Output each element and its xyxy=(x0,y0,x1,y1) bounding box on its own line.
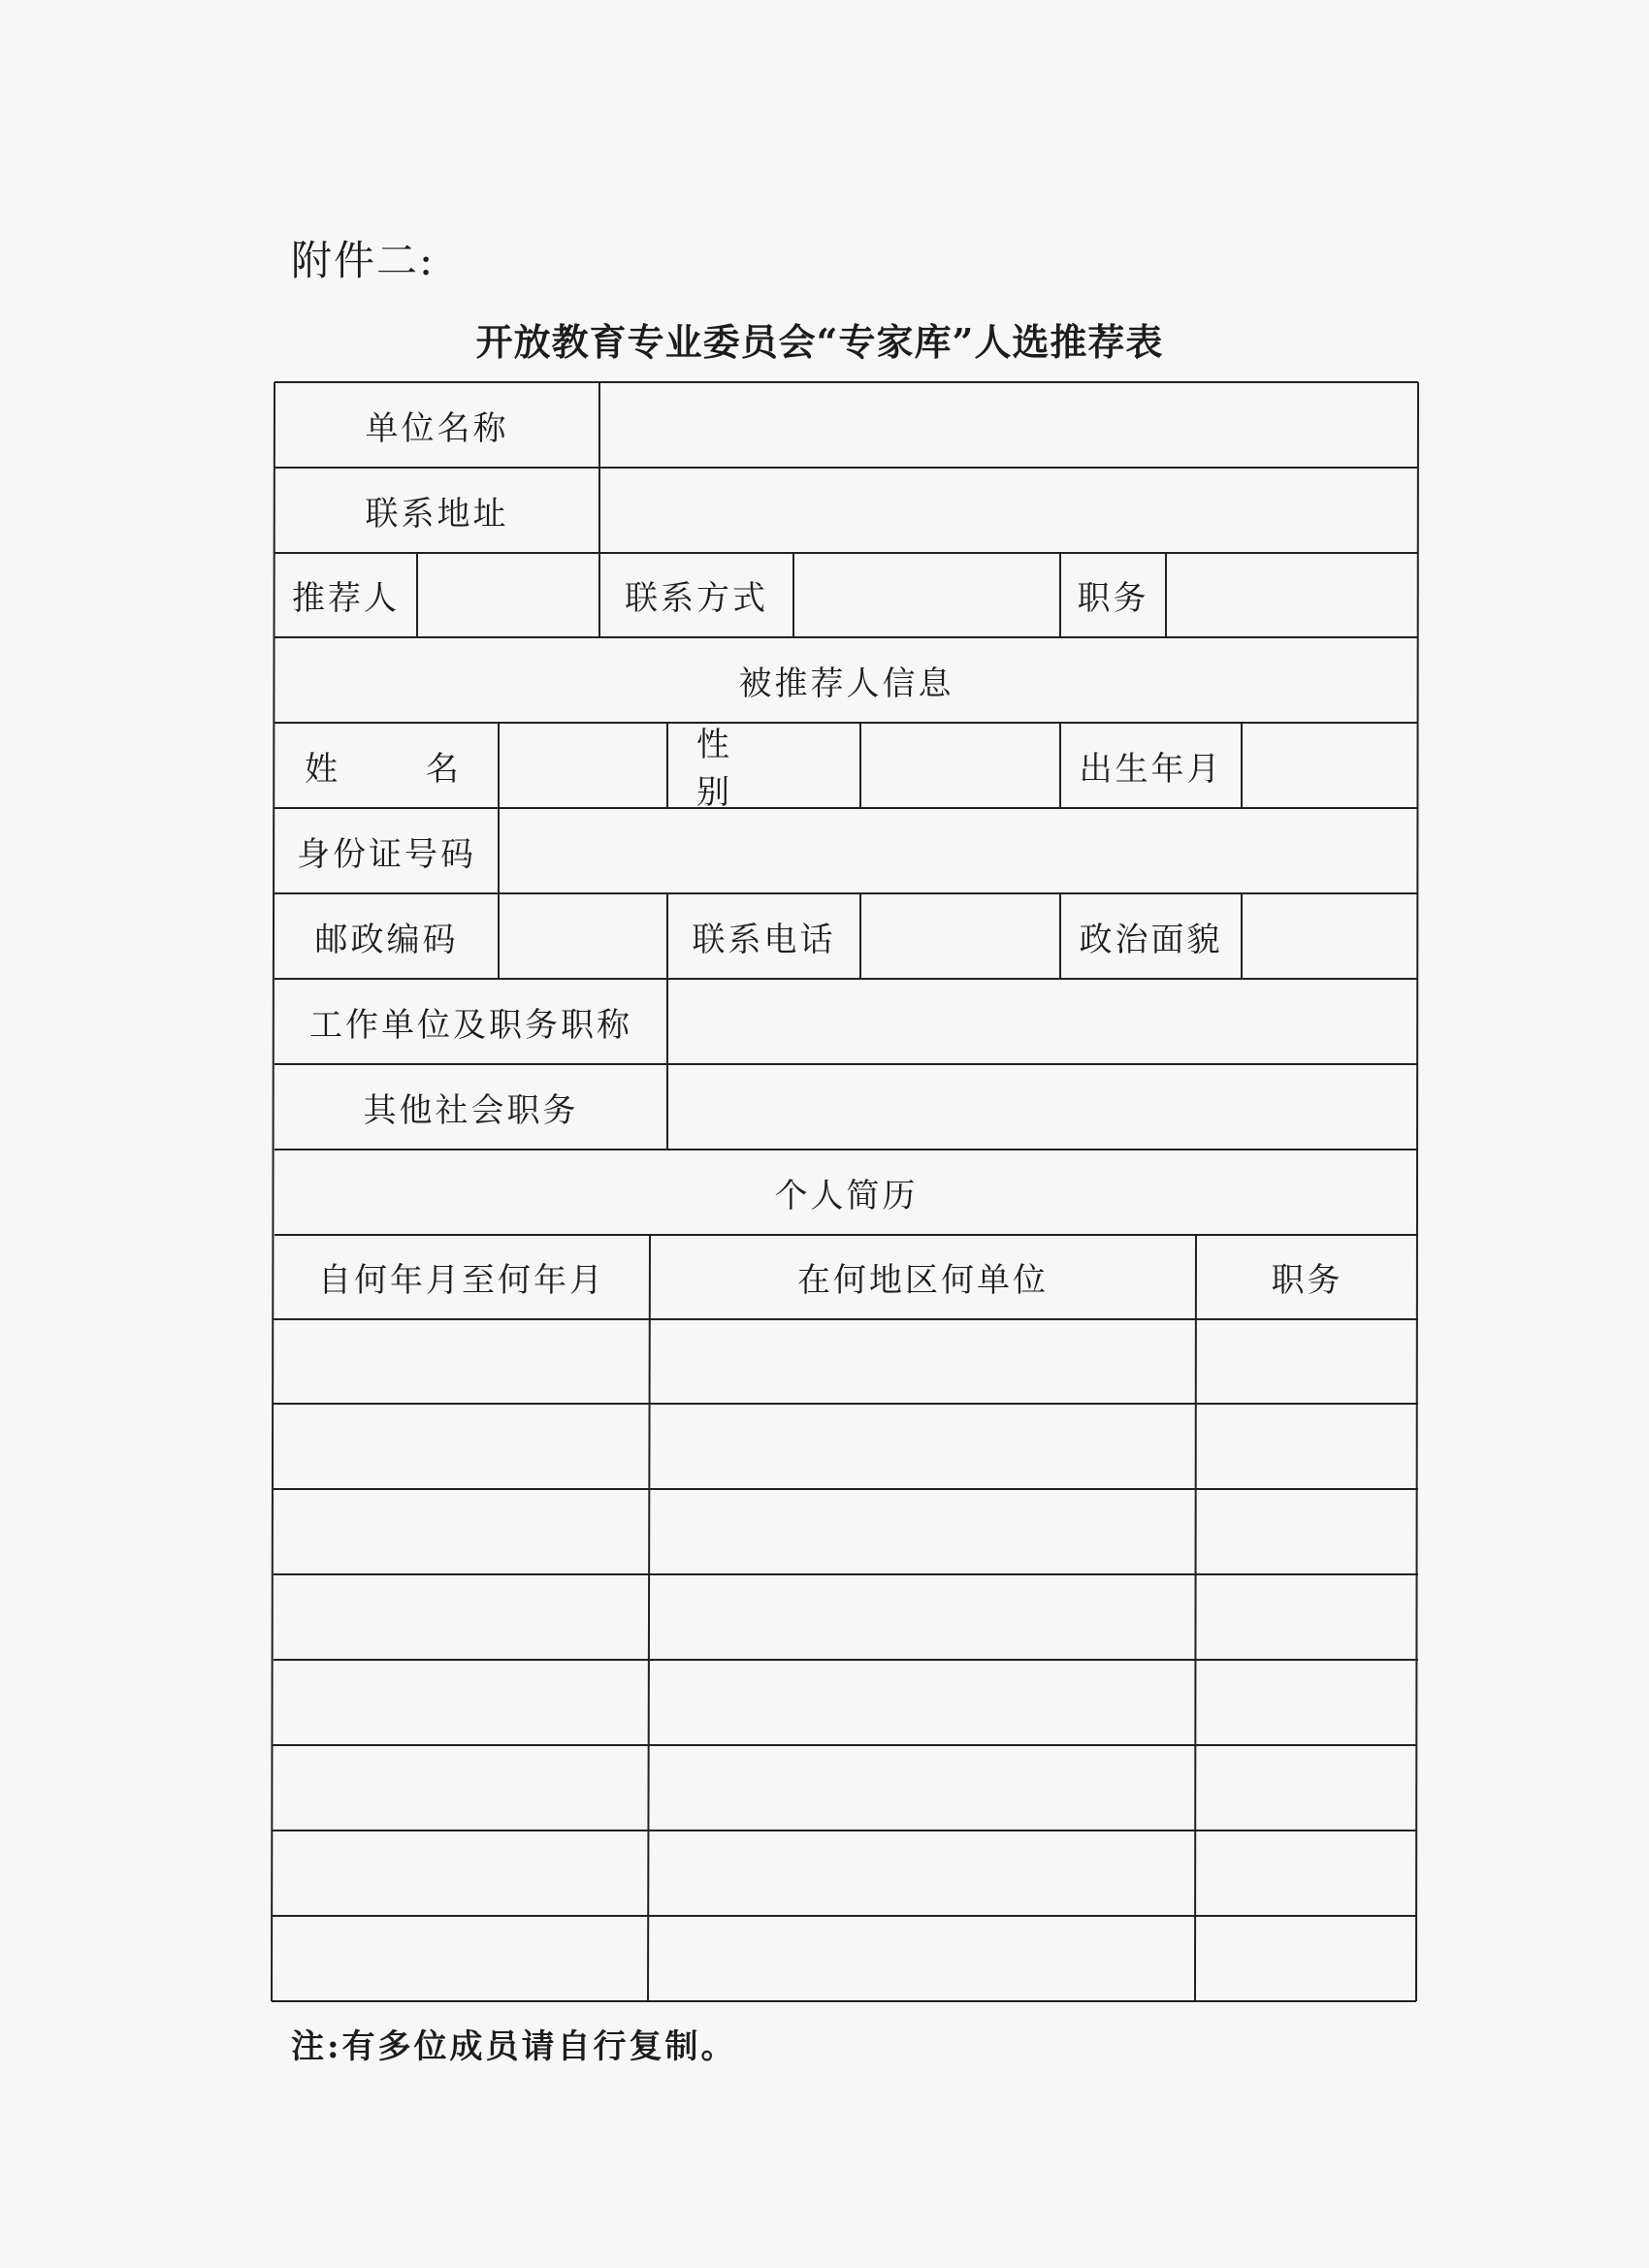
form-title: 开放教育专业委员会“专家库”人选推荐表 xyxy=(475,320,1164,364)
resume-section-header: 个人简历 xyxy=(774,1176,919,1215)
recommender-label: 推荐人 xyxy=(292,579,400,618)
phone-label: 联系电话 xyxy=(692,920,836,959)
unit-name-field[interactable] xyxy=(599,382,1418,468)
footer-note: 注:有多位成员请自行复制。 xyxy=(291,2027,737,2066)
gender-field[interactable] xyxy=(860,723,1060,808)
workplace-title-field[interactable] xyxy=(667,979,1418,1064)
recommender-position-label: 职务 xyxy=(1077,579,1149,618)
gender-label: 性 别 xyxy=(696,726,768,812)
other-roles-label: 其他社会职务 xyxy=(363,1090,579,1130)
resume-rows-area[interactable] xyxy=(274,1319,1418,2001)
postal-code-label: 邮政编码 xyxy=(314,920,459,959)
resume-column-position: 职务 xyxy=(1271,1261,1343,1300)
name-field[interactable] xyxy=(499,723,667,808)
political-status-field[interactable] xyxy=(1242,893,1418,979)
attachment-label: 附件二: xyxy=(291,237,436,284)
postal-code-field[interactable] xyxy=(499,893,667,979)
recommender-field[interactable] xyxy=(417,553,599,637)
nominee-section-header: 被推荐人信息 xyxy=(738,664,954,703)
address-label: 联系地址 xyxy=(365,494,509,534)
address-field[interactable] xyxy=(599,468,1418,553)
phone-field[interactable] xyxy=(860,893,1060,979)
recommender-position-field[interactable] xyxy=(1166,553,1418,637)
contact-method-field[interactable] xyxy=(793,553,1060,637)
resume-column-unit: 在何地区何单位 xyxy=(797,1261,1049,1300)
id-number-field[interactable] xyxy=(499,808,1418,893)
id-number-label: 身份证号码 xyxy=(297,834,476,874)
unit-name-label: 单位名称 xyxy=(365,408,509,448)
contact-method-label: 联系方式 xyxy=(625,579,768,618)
workplace-title-label: 工作单位及职务职称 xyxy=(309,1005,632,1045)
resume-column-period: 自何年月至何年月 xyxy=(318,1261,605,1300)
political-status-label: 政治面貌 xyxy=(1079,920,1223,959)
name-label: 姓 名 xyxy=(305,749,498,789)
other-roles-field[interactable] xyxy=(667,1064,1418,1150)
birth-field[interactable] xyxy=(1242,723,1418,808)
birth-label: 出生年月 xyxy=(1079,749,1223,789)
